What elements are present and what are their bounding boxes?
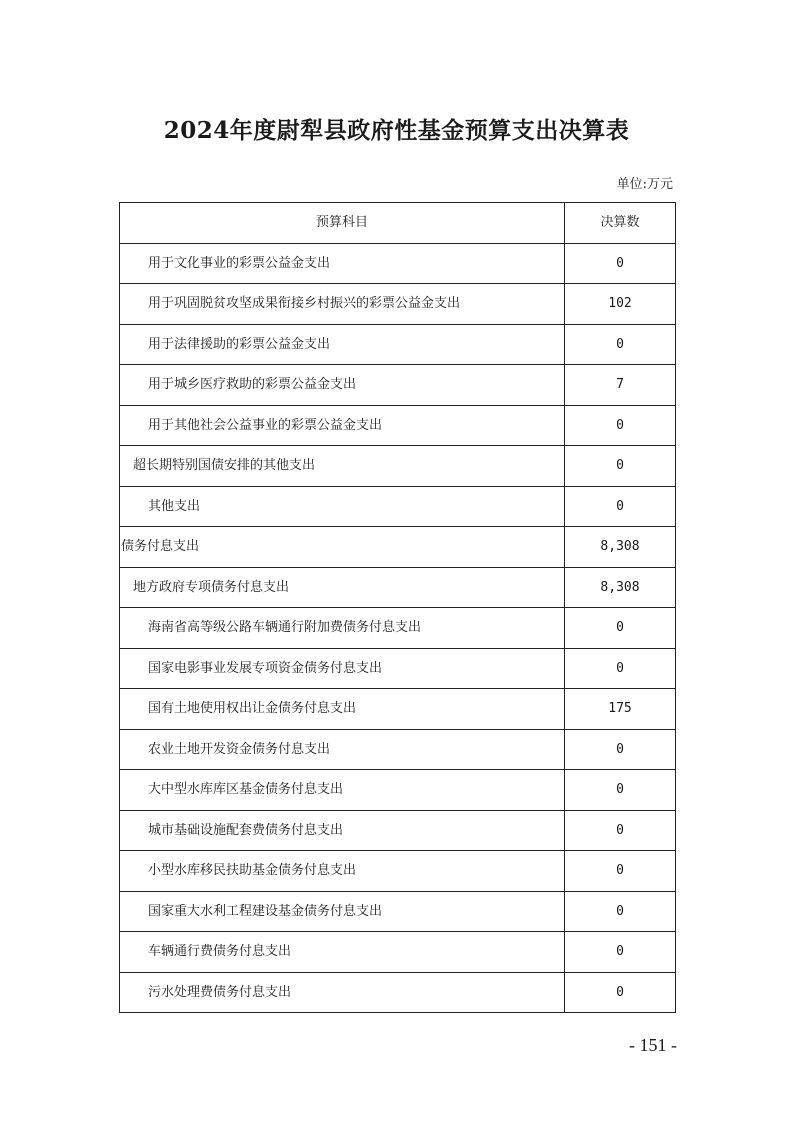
row-subject: 用于巩固脱贫攻坚成果衔接乡村振兴的彩票公益金支出 xyxy=(120,284,565,325)
table-row xyxy=(120,648,676,689)
row-amount: 8,308 xyxy=(565,567,676,608)
row-amount: 0 xyxy=(565,608,676,649)
row-subject: 国家重大水利工程建设基金债务付息支出 xyxy=(120,891,565,932)
row-amount: 102 xyxy=(565,284,676,325)
row-subject: 超长期特别国债安排的其他支出 xyxy=(120,446,565,487)
table-header-row xyxy=(120,203,676,244)
row-amount: 0 xyxy=(565,810,676,851)
page-number: - 151 - xyxy=(629,1035,677,1055)
table-row xyxy=(120,972,676,1013)
row-amount: 175 xyxy=(565,689,676,730)
row-subject: 其他支出 xyxy=(120,486,565,527)
row-amount: 0 xyxy=(565,648,676,689)
row-subject: 国有土地使用权出让金债务付息支出 xyxy=(120,689,565,730)
table-row xyxy=(120,689,676,730)
row-subject: 用于城乡医疗救助的彩票公益金支出 xyxy=(120,365,565,406)
row-subject: 国家电影事业发展专项资金债务付息支出 xyxy=(120,648,565,689)
table-row xyxy=(120,527,676,568)
row-subject: 用于其他社会公益事业的彩票公益金支出 xyxy=(120,405,565,446)
row-amount: 0 xyxy=(565,729,676,770)
table-row xyxy=(120,446,676,487)
table-row xyxy=(120,932,676,973)
table-row xyxy=(120,891,676,932)
table-row xyxy=(120,324,676,365)
table-row xyxy=(120,810,676,851)
row-subject: 城市基础设施配套费债务付息支出 xyxy=(120,810,565,851)
row-subject: 债务付息支出 xyxy=(120,527,565,568)
row-amount: 0 xyxy=(565,851,676,892)
table-row xyxy=(120,243,676,284)
table-row xyxy=(120,486,676,527)
row-amount: 0 xyxy=(565,243,676,284)
header-budget-subject: 预算科目 xyxy=(120,203,565,244)
table-row xyxy=(120,851,676,892)
table-row xyxy=(120,284,676,325)
row-amount: 0 xyxy=(565,324,676,365)
table-row xyxy=(120,405,676,446)
row-subject: 地方政府专项债务付息支出 xyxy=(120,567,565,608)
row-amount: 0 xyxy=(565,972,676,1013)
table-row xyxy=(120,729,676,770)
row-amount: 0 xyxy=(565,446,676,487)
row-subject: 农业土地开发资金债务付息支出 xyxy=(120,729,565,770)
row-amount: 0 xyxy=(565,405,676,446)
row-subject: 污水处理费债务付息支出 xyxy=(120,972,565,1013)
budget-table xyxy=(119,202,676,1013)
unit-label: 单位:万元 xyxy=(616,177,673,192)
row-subject: 海南省高等级公路车辆通行附加费债务付息支出 xyxy=(120,608,565,649)
row-amount: 0 xyxy=(565,770,676,811)
row-amount: 7 xyxy=(565,365,676,406)
table-body xyxy=(120,243,676,1013)
table-row xyxy=(120,608,676,649)
row-amount: 0 xyxy=(565,486,676,527)
row-subject: 用于文化事业的彩票公益金支出 xyxy=(120,243,565,284)
table-row xyxy=(120,770,676,811)
row-subject: 车辆通行费债务付息支出 xyxy=(120,932,565,973)
row-subject: 用于法律援助的彩票公益金支出 xyxy=(120,324,565,365)
table-row xyxy=(120,567,676,608)
header-final-amount: 决算数 xyxy=(565,203,676,244)
row-subject: 大中型水库库区基金债务付息支出 xyxy=(120,770,565,811)
row-subject: 小型水库移民扶助基金债务付息支出 xyxy=(120,851,565,892)
row-amount: 0 xyxy=(565,932,676,973)
row-amount: 0 xyxy=(565,891,676,932)
page-title: 2024年度尉犁县政府性基金预算支出决算表 xyxy=(163,117,630,144)
table-row xyxy=(120,365,676,406)
row-amount: 8,308 xyxy=(565,527,676,568)
